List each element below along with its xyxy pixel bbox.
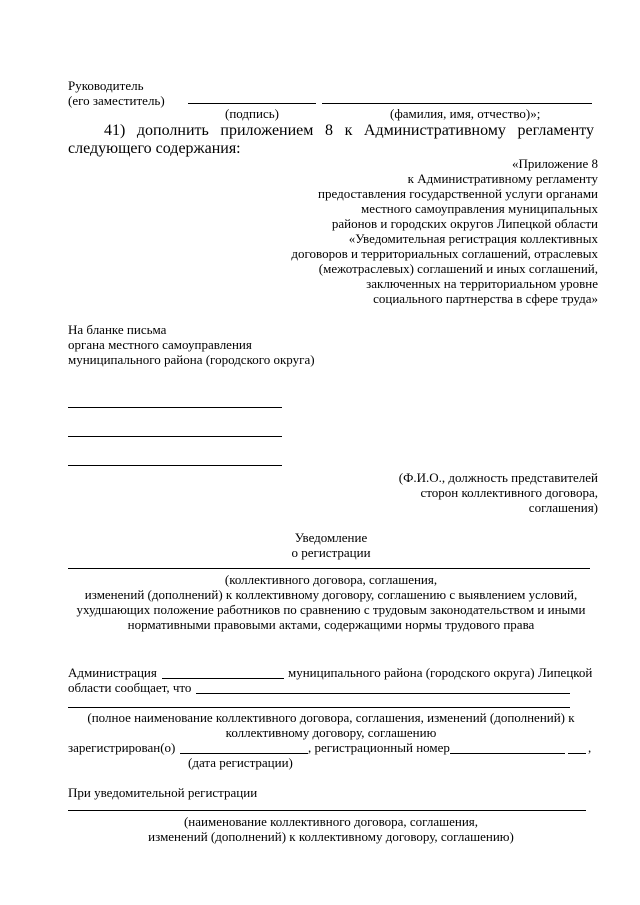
deputy-label: (его заместитель) [68,93,165,108]
admin-word: Администрация [68,665,157,680]
notice-title: Уведомление [294,530,368,545]
appendix-line: заключенных на территориальном уровне [366,276,598,291]
appendix-line: к Административному регламенту [407,171,598,186]
appendix-line: «Уведомительная регистрация коллективных [348,231,598,246]
reg-number-label: , регистрационный номер [308,740,450,755]
date-caption: (дата регистрации) [188,755,293,770]
reg-number-line-2 [568,753,586,754]
admin-fill-line [196,693,570,694]
appendix-line: местного самоуправления муниципальных [360,201,598,216]
representatives-line: сторон коллективного договора, [420,485,598,500]
final-caption: изменений (дополнений) к коллективному договору, соглашению) [148,829,514,844]
item-41-line2: следующего содержания: [68,140,241,157]
appendix-line: (межотраслевых) соглашений и иных соглашений, [318,261,598,276]
registered-label: зарегистрирован(о) [68,740,176,755]
blank-line [68,465,282,466]
name-caption: (фамилия, имя, отчество)»; [390,106,541,121]
notice-caption-line: ухудшающих положение работников по сравнению с трудовым законодательством и иными [76,602,586,617]
final-text: При уведомительной регистрации [68,785,258,800]
admin-caption: коллективному договору, соглашению [225,725,437,740]
name-line [322,103,592,104]
letterhead-line: органа местного самоуправления [68,337,252,352]
blank-line [68,407,282,408]
admin-line2: области сообщает, что [68,680,192,695]
admin-name-line [162,678,284,679]
representatives-line: (Ф.И.О., должность представителей [398,470,598,485]
admin-rest: муниципального района (городского округа) Липецкой [288,665,593,680]
notice-caption-line: нормативными правовыми актами, содержащими нормы трудового права [127,617,535,632]
appendix-line: договоров и территориальных соглашений, отраслевых [291,246,598,261]
admin-fill-line-2 [68,707,570,708]
appendix-line: предоставления государственной услуги органами [318,186,598,201]
comma: , [588,740,592,755]
final-caption: (наименование коллективного договора, соглашения, [183,814,479,829]
letterhead-line: муниципального района (городского округа) [68,352,315,367]
notice-caption-line: изменений (дополнений) к коллективному договору, соглашению с выявлением условий, [84,587,578,602]
head-label: Руководитель [68,78,144,93]
signature-caption: (подпись) [225,106,279,121]
letterhead-line: На бланке письма [68,322,167,337]
signature-line [188,103,316,104]
appendix-line: районов и городских округов Липецкой области [331,216,598,231]
date-line [180,753,308,754]
appendix-line: социального партнерства в сфере труда» [373,291,598,306]
notice-line [68,568,590,569]
representatives-line: соглашения) [528,500,598,515]
final-line [68,810,586,811]
admin-caption: (полное наименование коллективного договора, соглашения, изменений (дополнений) к [87,710,575,725]
notice-caption-line: (коллективного договора, соглашения, [224,572,438,587]
reg-number-line [450,753,565,754]
notice-subtitle: о регистрации [291,545,371,560]
item-41-line1: 41) дополнить приложением 8 к Административному регламенту [104,122,594,139]
appendix-line: «Приложение 8 [511,156,598,171]
blank-line [68,436,282,437]
